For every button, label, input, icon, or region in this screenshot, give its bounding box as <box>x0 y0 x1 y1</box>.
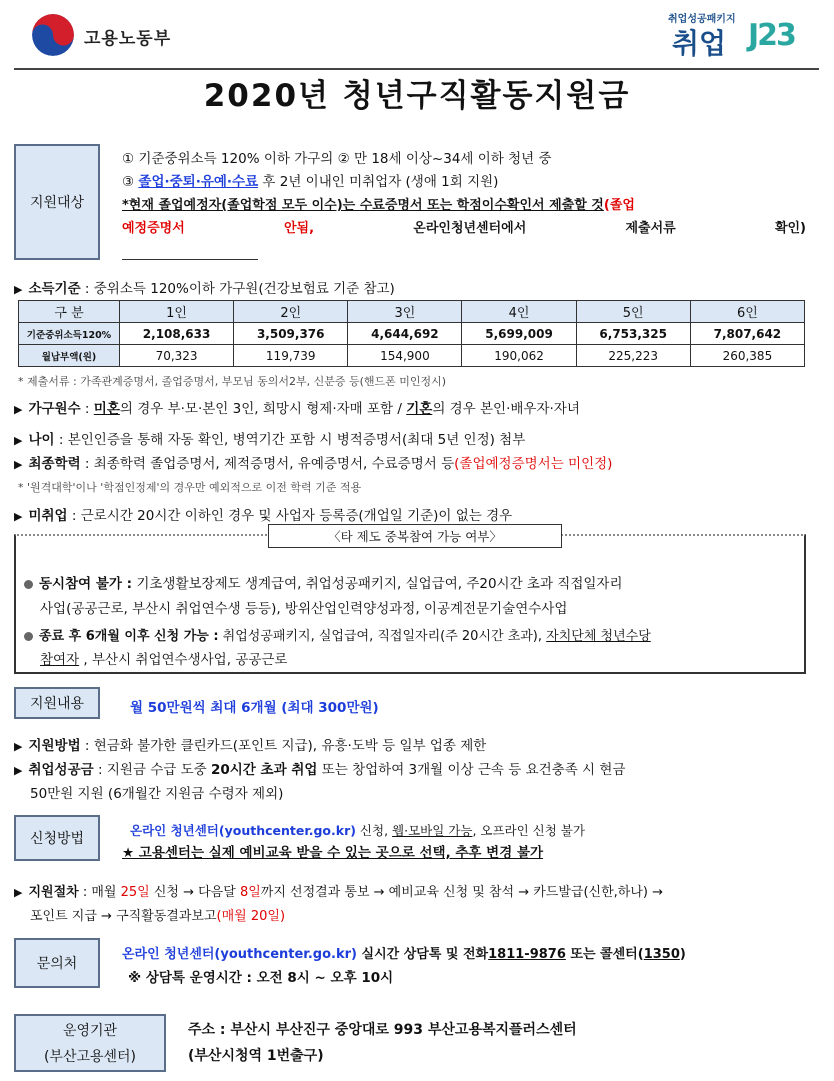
education-label: 최종학력 <box>28 456 81 472</box>
bullet-icon <box>24 632 33 641</box>
support-bonus-bold: 20시간 초과 취업 <box>210 762 318 778</box>
taeguk-icon <box>32 14 74 56</box>
support-method-text: : 현금화 불가한 클린카드(포인트 지급), 유흥·도박 등 일부 업종 제한 <box>80 738 487 754</box>
program-logo <box>640 8 820 68</box>
apply-post2: , 오프라인 신청 불가 <box>472 823 585 838</box>
header-cell: 1인 <box>120 301 234 323</box>
contact-b1: 실시간 상담톡 및 전화 <box>356 947 489 962</box>
support-bonus <box>14 758 625 778</box>
education-red: (졸업예정증명서는 미인정) <box>454 456 613 472</box>
apply-star: ★ 고용센터는 실제 예비교육 받을 수 있는 곳으로 선택, 추후 변경 불가 <box>122 845 544 861</box>
household-post: 의 경우 본인·배우자·자녀 <box>432 401 580 417</box>
triangle-icon: ▶ <box>14 740 23 753</box>
triangle-icon: ▶ <box>14 458 23 471</box>
procedure-day2: 8일 <box>239 885 261 900</box>
household-married: 기혼 <box>406 401 433 417</box>
eligibility-line2-post: 후 2년 이내인 미취업자 (생애 1회 지원) <box>258 174 499 190</box>
support-bonus-post: 또는 창업하여 3개월 이상 근속 등 요건충족 시 현금 <box>317 762 626 778</box>
income-table-header <box>19 301 805 323</box>
eligibility-line4-b2: 제출서류 <box>625 221 676 236</box>
operator-label <box>14 1014 166 1072</box>
table-cell: 190,062 <box>462 345 576 367</box>
eligibility-label: 지원대상 <box>14 144 100 260</box>
table-cell: 6,753,325 <box>576 323 690 345</box>
overlap-item2-line2 <box>40 648 287 668</box>
eligibility-line3-text: *현재 졸업예정자(졸업학점 모두 이수)는 수료증명서 또는 학점이수확인서 제출할 것 <box>122 198 604 213</box>
support-bonus-pre: : 지원금 수급 도중 <box>93 762 211 778</box>
household-pre: : <box>80 401 94 417</box>
operator-address: 주소 : 부산시 부산진구 중앙대로 993 부산고용복지플러스센터 <box>188 1022 577 1038</box>
eligibility-line3-red: (졸업 <box>603 198 635 213</box>
overlap-item2-line1 <box>24 625 651 644</box>
unemployed-line <box>14 504 512 524</box>
procedure-l2: 포인트 지급 → 구직활동결과보고 <box>30 909 217 924</box>
table-cell: 2,108,633 <box>120 323 234 345</box>
apply-post: 신청, <box>355 823 393 838</box>
contact-line1 <box>122 943 686 962</box>
eligibility-line4-b1: 온라인청년센터에서 <box>413 221 527 236</box>
triangle-icon: ▶ <box>14 764 23 777</box>
table-cell: 5,699,009 <box>462 323 576 345</box>
support-text: 월 50만원씩 최대 6개월 (최대 300만원) <box>130 700 379 716</box>
eligibility-line4-red2: 안됨, <box>284 221 315 236</box>
table-cell: 225,223 <box>576 345 690 367</box>
operator-label2: (부산고용센터) <box>43 1049 137 1065</box>
contact-label: 문의처 <box>14 938 100 988</box>
table-cell: 260,385 <box>690 345 804 367</box>
age-line <box>14 428 525 448</box>
overlap-item1-text: 기초생활보장제도 생계급여, 취업성공패키지, 실업급여, 주20시간 초과 직접일자리 <box>132 576 623 592</box>
support-label: 지원내용 <box>14 687 100 719</box>
procedure-l2-red: (매월 20일) <box>216 909 286 924</box>
table-row <box>19 323 805 345</box>
operator-label1: 운영기관 <box>62 1023 118 1039</box>
contact-phone: 1811-9876 <box>488 947 566 962</box>
income-desc: : 중위소득 120%이하 가구원(건강보험료 기준 참고) <box>80 281 395 297</box>
eligibility-underline <box>122 259 258 260</box>
contact-b3: ) <box>679 947 686 962</box>
income-label: 소득기준 <box>28 281 81 297</box>
household-line <box>14 397 580 417</box>
contact-b2: 또는 콜센터( <box>565 947 644 962</box>
overlap-item1-line2: 사업(공공근로, 부산시 취업연수생 등등), 방위산업인력양성과정, 이공계전문기술연수사업 <box>40 601 568 617</box>
triangle-icon: ▶ <box>14 886 23 899</box>
unemployed-desc: : 근로시간 20시간 이하인 경우 및 사업자 등록증(개업일 기준)이 없는 경우 <box>67 508 513 524</box>
support-method <box>14 734 486 754</box>
overlap-item1-label: 동시참여 불가 : <box>39 576 133 592</box>
header-cell: 4인 <box>462 301 576 323</box>
overlap-item1-line1 <box>24 572 623 592</box>
header-cell: 구 분 <box>19 301 120 323</box>
procedure-p2: 신청 → 다음달 <box>149 885 240 900</box>
income-line <box>14 277 395 297</box>
education-note: * '원격대학'이나 '학점인정제'의 경우만 예외적으로 이전 학력 기준 적용 <box>18 481 362 494</box>
triangle-icon: ▶ <box>14 283 23 296</box>
triangle-icon: ▶ <box>14 403 23 416</box>
contact-url: 온라인 청년센터(youthcenter.go.kr) <box>122 947 357 962</box>
age-label: 나이 <box>28 432 55 448</box>
eligibility-line2-pre: ③ <box>122 174 139 190</box>
eligibility-line4 <box>122 217 806 236</box>
contact-hours: ※ 상담톡 운영시간 : 오전 8시 ~ 오후 10시 <box>128 970 394 986</box>
apply-label: 신청방법 <box>14 815 100 861</box>
bullet-icon <box>24 580 33 589</box>
row-label: 월납부액(원) <box>19 345 120 367</box>
apply-line1 <box>130 821 585 839</box>
header-cell: 6인 <box>690 301 804 323</box>
program-number: J23 <box>748 18 795 53</box>
ministry-name: 고용노동부 <box>84 29 172 49</box>
page-title: 2020년 청년구직활동지원금 <box>203 78 631 114</box>
overlap-title: 〈타 제도 중복참여 가능 여부〉 <box>268 524 562 548</box>
education-desc: : 최종학력 졸업증명서, 제적증명서, 유예증명서, 수료증명서 등 <box>80 456 455 472</box>
household-mid: 의 경우 부·모·본인 3인, 희망시 형제·자매 포함 / <box>119 401 407 417</box>
table-cell: 154,900 <box>348 345 462 367</box>
eligibility-line4-b3: 확인) <box>774 221 806 236</box>
household-single: 미혼 <box>93 401 120 417</box>
header-cell: 2인 <box>234 301 348 323</box>
education-line <box>14 452 612 472</box>
unemployed-label: 미취업 <box>28 508 68 524</box>
overlap-item2-youth: 자치단체 청년수당 <box>546 629 651 644</box>
age-desc: : 본인인증을 통해 자동 확인, 병역기간 포함 시 병적증명서(최대 5년 인정) 첨부 <box>54 432 526 448</box>
procedure-label: 지원절차 <box>28 885 79 900</box>
header-cell: 5인 <box>576 301 690 323</box>
table-cell: 7,807,642 <box>690 323 804 345</box>
program-big-text: 취업 <box>672 27 727 60</box>
table-cell: 3,509,376 <box>234 323 348 345</box>
program-small-text: 취업성공패키지 <box>668 14 736 25</box>
procedure-line2 <box>30 905 285 924</box>
overlap-item2-text: 취업성공패키지, 실업급여, 직접일자리(주 20시간 초과), <box>218 629 547 644</box>
header-cell: 3인 <box>348 301 462 323</box>
household-label: 가구원수 <box>28 401 81 417</box>
eligibility-line4-red1: 예정증명서 <box>122 221 185 236</box>
overlap-item2-label: 종료 후 6개월 이후 신청 가능 : <box>39 629 219 644</box>
ministry-logo <box>32 14 222 56</box>
support-bonus-label: 취업성공금 <box>28 762 94 778</box>
support-method-label: 지원방법 <box>28 738 81 754</box>
eligibility-line1: ① 기준중위소득 120% 이하 가구의 ② 만 18세 이상~34세 이하 청년 중 <box>122 151 552 167</box>
operator-address2: (부산시청역 1번출구) <box>188 1048 324 1064</box>
triangle-icon: ▶ <box>14 510 23 523</box>
eligibility-line2 <box>122 170 498 190</box>
income-table <box>18 300 805 367</box>
overlap-item2-participant: 참여자 <box>40 652 80 668</box>
contact-callcenter: 1350 <box>643 947 680 962</box>
income-note: * 제출서류 : 가족관계증명서, 졸업증명서, 부모님 동의서2부, 신분증 등(핸드폰 미인정시) <box>18 375 447 388</box>
procedure-p3: 까지 선정결과 통보 → 예비교육 신청 및 참석 → 카드발급(신한,하나) → <box>260 885 664 900</box>
row-label: 기준중위소득120% <box>19 323 120 345</box>
eligibility-status: 졸업·중퇴·유예·수료 <box>138 174 259 190</box>
table-row <box>19 345 805 367</box>
apply-url: 온라인 청년센터(youthcenter.go.kr) <box>130 823 356 838</box>
table-cell: 4,644,692 <box>348 323 462 345</box>
table-cell: 70,323 <box>120 345 234 367</box>
triangle-icon: ▶ <box>14 434 23 447</box>
support-bonus-line2: 50만원 지원 (6개월간 지원금 수령자 제외) <box>30 786 284 802</box>
procedure-p1: : 매월 <box>78 885 121 900</box>
procedure-day1: 25일 <box>120 885 150 900</box>
eligibility-line3 <box>122 194 635 213</box>
overlap-item2-rest: , 부산시 취업연수생사업, 공공근로 <box>79 652 288 668</box>
table-cell: 119,739 <box>234 345 348 367</box>
apply-web-mobile: 웹·모바일 가능 <box>392 823 473 838</box>
procedure-line1 <box>14 881 663 900</box>
